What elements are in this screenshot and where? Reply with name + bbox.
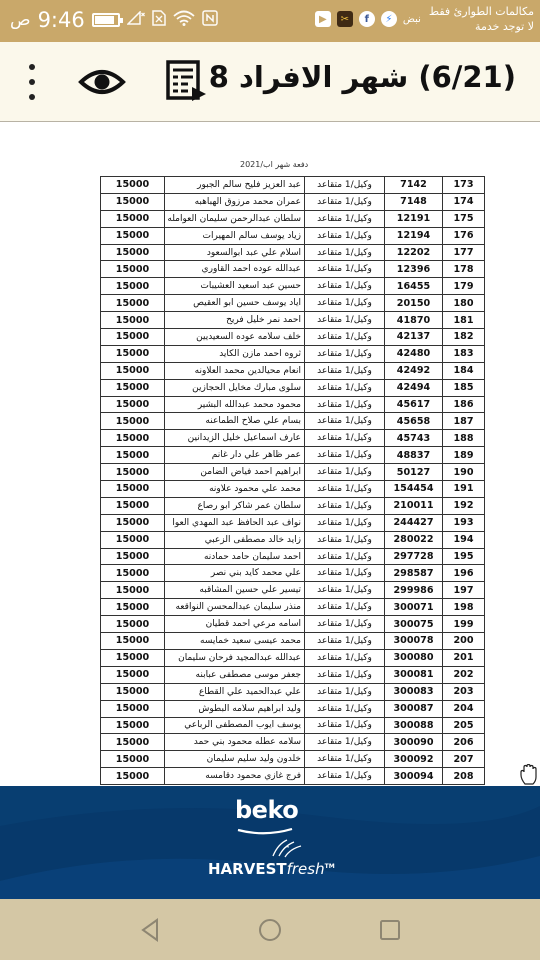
status-right xyxy=(315,4,534,34)
name-cell: حسين عبد اسعيد العشيبات xyxy=(165,278,305,295)
id-cell: 45658 xyxy=(385,413,443,430)
name-cell: عارف اسماعيل خليل الزيدانين xyxy=(165,430,305,447)
amount-cell: 15000 xyxy=(101,244,165,261)
name-cell: ابراهيم احمد فياض الضامن xyxy=(165,464,305,481)
table-row xyxy=(101,666,485,683)
row-number-cell: 184 xyxy=(443,362,485,379)
table-row xyxy=(101,497,485,514)
name-cell: جعفر موسى مصطفى عبابنه xyxy=(165,666,305,683)
id-cell: 210011 xyxy=(385,497,443,514)
id-cell: 42492 xyxy=(385,362,443,379)
id-cell: 12396 xyxy=(385,261,443,278)
table-row xyxy=(101,312,485,329)
back-icon[interactable] xyxy=(137,916,165,944)
table-row xyxy=(101,649,485,666)
status-cell: وكيل/1 متقاعد xyxy=(305,193,385,210)
wifi-icon xyxy=(173,10,195,30)
amount-cell: 15000 xyxy=(101,599,165,616)
id-cell: 45743 xyxy=(385,430,443,447)
name-cell: نواف عبد الحافظ عبد المهدي العوا xyxy=(165,514,305,531)
table-row xyxy=(101,514,485,531)
status-cell: وكيل/1 متقاعد xyxy=(305,227,385,244)
table-row xyxy=(101,633,485,650)
row-number-cell: 198 xyxy=(443,599,485,616)
fresh-text: fresh xyxy=(286,860,325,878)
status-time: 9:46 xyxy=(37,8,85,32)
table-row xyxy=(101,193,485,210)
name-cell: محمد علي محمود علاونه xyxy=(165,481,305,498)
amount-cell: 15000 xyxy=(101,447,165,464)
status-cell: وكيل/1 متقاعد xyxy=(305,548,385,565)
table-row xyxy=(101,464,485,481)
amount-cell: 15000 xyxy=(101,261,165,278)
table-row xyxy=(101,261,485,278)
row-number-cell: 178 xyxy=(443,261,485,278)
amount-cell: 15000 xyxy=(101,565,165,582)
amount-cell: 15000 xyxy=(101,666,165,683)
status-cell: وكيل/1 متقاعد xyxy=(305,514,385,531)
id-cell: 280022 xyxy=(385,531,443,548)
system-navbar xyxy=(0,899,540,960)
row-number-cell: 197 xyxy=(443,582,485,599)
amount-cell: 15000 xyxy=(101,193,165,210)
name-cell: خلف سلامه عوده السعيديين xyxy=(165,329,305,346)
amount-cell: 15000 xyxy=(101,514,165,531)
name-cell: احمد نمر خليل فريح xyxy=(165,312,305,329)
table-row xyxy=(101,768,485,785)
table-row xyxy=(101,177,485,194)
table-row xyxy=(101,329,485,346)
status-cell: وكيل/1 متقاعد xyxy=(305,649,385,666)
name-cell: سلطان عمر شاكر ابو رصاع xyxy=(165,497,305,514)
id-cell: 42494 xyxy=(385,379,443,396)
status-bar xyxy=(0,0,540,42)
id-cell: 297728 xyxy=(385,548,443,565)
id-cell: 244427 xyxy=(385,514,443,531)
amount-cell: 15000 xyxy=(101,464,165,481)
carrier-line-1: مكالمات الطوارئ فقط xyxy=(428,5,534,18)
id-cell: 300088 xyxy=(385,717,443,734)
status-cell: وكيل/1 متقاعد xyxy=(305,312,385,329)
status-cell: وكيل/1 متقاعد xyxy=(305,717,385,734)
status-cell: وكيل/1 متقاعد xyxy=(305,447,385,464)
table-row xyxy=(101,396,485,413)
status-cell: وكيل/1 متقاعد xyxy=(305,734,385,751)
id-cell: 7148 xyxy=(385,193,443,210)
amount-cell: 15000 xyxy=(101,413,165,430)
name-cell: وليد ابراهيم سلامه البطوش xyxy=(165,700,305,717)
recents-icon[interactable] xyxy=(376,916,404,944)
status-cell: وكيل/1 متقاعد xyxy=(305,768,385,785)
amount-cell: 15000 xyxy=(101,633,165,650)
status-cell: وكيل/1 متقاعد xyxy=(305,751,385,768)
row-number-cell: 190 xyxy=(443,464,485,481)
table-row xyxy=(101,345,485,362)
amount-cell: 15000 xyxy=(101,379,165,396)
row-number-cell: 193 xyxy=(443,514,485,531)
status-cell: وكيل/1 متقاعد xyxy=(305,430,385,447)
table-row xyxy=(101,582,485,599)
row-number-cell: 177 xyxy=(443,244,485,261)
amount-cell: 15000 xyxy=(101,751,165,768)
table-row xyxy=(101,210,485,227)
scissors-icon: ✂ xyxy=(337,11,353,27)
name-cell: تيسير علي حسين المشاقبه xyxy=(165,582,305,599)
status-cell: وكيل/1 متقاعد xyxy=(305,396,385,413)
name-cell: بسام علي صلاح الطماعنه xyxy=(165,413,305,430)
row-number-cell: 194 xyxy=(443,531,485,548)
row-number-cell: 175 xyxy=(443,210,485,227)
battery-level xyxy=(95,16,114,24)
status-cell: وكيل/1 متقاعد xyxy=(305,481,385,498)
status-cell: وكيل/1 متقاعد xyxy=(305,700,385,717)
amount-cell: 15000 xyxy=(101,210,165,227)
table-row xyxy=(101,751,485,768)
row-number-cell: 176 xyxy=(443,227,485,244)
row-number-cell: 208 xyxy=(443,768,485,785)
id-cell: 48837 xyxy=(385,447,443,464)
id-cell: 12202 xyxy=(385,244,443,261)
id-cell: 42480 xyxy=(385,345,443,362)
leaf-icon xyxy=(270,836,304,858)
status-cell: وكيل/1 متقاعد xyxy=(305,362,385,379)
name-cell: سلوى مبارك مخايل الحجازين xyxy=(165,379,305,396)
status-cell: وكيل/1 متقاعد xyxy=(305,599,385,616)
status-cell: وكيل/1 متقاعد xyxy=(305,244,385,261)
amount-cell: 15000 xyxy=(101,734,165,751)
table-row xyxy=(101,599,485,616)
page-title: (6/21) شهر الافراد 8 xyxy=(208,60,516,94)
amount-cell: 15000 xyxy=(101,700,165,717)
id-cell: 300083 xyxy=(385,683,443,700)
row-number-cell: 200 xyxy=(443,633,485,650)
row-number-cell: 206 xyxy=(443,734,485,751)
amount-cell: 15000 xyxy=(101,481,165,498)
amount-cell: 15000 xyxy=(101,362,165,379)
document-caption: دفعة شهر اب/2021 xyxy=(240,160,309,169)
row-number-cell: 174 xyxy=(443,193,485,210)
table-row xyxy=(101,430,485,447)
status-cell: وكيل/1 متقاعد xyxy=(305,261,385,278)
name-cell: عبد العزيز فليح سالم الجبور xyxy=(165,177,305,194)
id-cell: 154454 xyxy=(385,481,443,498)
name-cell: محمود محمد عبدالله البشير xyxy=(165,396,305,413)
row-number-cell: 199 xyxy=(443,616,485,633)
name-cell: اسلام علي عبد ابوالسعود xyxy=(165,244,305,261)
beko-swoosh-icon xyxy=(237,828,293,836)
id-cell: 12191 xyxy=(385,210,443,227)
table-row xyxy=(101,227,485,244)
name-cell: علي محمد كايد بني نصر xyxy=(165,565,305,582)
id-cell: 42137 xyxy=(385,329,443,346)
status-cell: وكيل/1 متقاعد xyxy=(305,616,385,633)
amount-cell: 15000 xyxy=(101,345,165,362)
id-cell: 300071 xyxy=(385,599,443,616)
id-cell: 50127 xyxy=(385,464,443,481)
id-cell: 16455 xyxy=(385,278,443,295)
id-cell: 299986 xyxy=(385,582,443,599)
amount-cell: 15000 xyxy=(101,227,165,244)
id-cell: 41870 xyxy=(385,312,443,329)
harvestfresh-logo xyxy=(208,860,335,878)
row-number-cell: 180 xyxy=(443,295,485,312)
row-number-cell: 179 xyxy=(443,278,485,295)
id-cell: 300081 xyxy=(385,666,443,683)
table-row xyxy=(101,362,485,379)
name-cell: سلطان عبدالرحمن سليمان العوامله xyxy=(165,210,305,227)
row-number-cell: 205 xyxy=(443,717,485,734)
sim-icon xyxy=(152,10,166,30)
status-cell: وكيل/1 متقاعد xyxy=(305,177,385,194)
table-row xyxy=(101,278,485,295)
table-row xyxy=(101,616,485,633)
notification-icons xyxy=(315,11,421,27)
harvest-text: HARVEST xyxy=(208,860,287,878)
name-cell: علي عبدالحميد علي القطاع xyxy=(165,683,305,700)
payment-table xyxy=(100,176,485,785)
table-row xyxy=(101,295,485,312)
status-cell: وكيل/1 متقاعد xyxy=(305,413,385,430)
row-number-cell: 185 xyxy=(443,379,485,396)
name-cell: اياد يوسف حسين ابو العقيص xyxy=(165,295,305,312)
amount-cell: 15000 xyxy=(101,683,165,700)
id-cell: 20150 xyxy=(385,295,443,312)
status-cell: وكيل/1 متقاعد xyxy=(305,666,385,683)
row-number-cell: 186 xyxy=(443,396,485,413)
media-icon: ▶ xyxy=(315,11,331,27)
id-cell: 300080 xyxy=(385,649,443,666)
row-number-cell: 188 xyxy=(443,430,485,447)
row-number-cell: 187 xyxy=(443,413,485,430)
row-number-cell: 173 xyxy=(443,177,485,194)
table-row xyxy=(101,531,485,548)
battery-icon xyxy=(92,13,120,27)
id-cell: 7142 xyxy=(385,177,443,194)
name-cell: عمران محمد مرزوق الهباهبه xyxy=(165,193,305,210)
messenger-icon: ⚡ xyxy=(381,11,397,27)
name-cell: عمر ظاهر علي دار غانم xyxy=(165,447,305,464)
no-signal-icon xyxy=(127,11,145,29)
name-cell: محمد عيسى سعيد خمايسه xyxy=(165,633,305,650)
trademark-text: TM xyxy=(324,863,335,870)
id-cell: 45617 xyxy=(385,396,443,413)
name-cell: زايد خالد مصطفى الزعبي xyxy=(165,531,305,548)
eye-icon[interactable] xyxy=(78,62,126,102)
amount-cell: 15000 xyxy=(101,312,165,329)
name-cell: خلدون وليد سليم سليمان xyxy=(165,751,305,768)
amount-cell: 15000 xyxy=(101,497,165,514)
carrier-info xyxy=(429,4,534,34)
amount-cell: 15000 xyxy=(101,768,165,785)
amount-cell: 15000 xyxy=(101,329,165,346)
table-row xyxy=(101,447,485,464)
table-row xyxy=(101,565,485,582)
amount-cell: 15000 xyxy=(101,548,165,565)
row-number-cell: 201 xyxy=(443,649,485,666)
carrier-line-2: لا توجد خدمة xyxy=(475,20,534,33)
amount-cell: 15000 xyxy=(101,531,165,548)
id-cell: 300090 xyxy=(385,734,443,751)
row-number-cell: 207 xyxy=(443,751,485,768)
name-cell: اسامه مرعي احمد قطيان xyxy=(165,616,305,633)
table-row xyxy=(101,700,485,717)
status-cell: وكيل/1 متقاعد xyxy=(305,278,385,295)
amount-cell: 15000 xyxy=(101,396,165,413)
amount-cell: 15000 xyxy=(101,616,165,633)
table-row xyxy=(101,481,485,498)
nfc-icon xyxy=(202,10,218,30)
id-cell: 300075 xyxy=(385,616,443,633)
row-number-cell: 192 xyxy=(443,497,485,514)
name-cell: ثروه احمد مازن الكايد xyxy=(165,345,305,362)
name-cell: فرج غازي محمود دقامسه xyxy=(165,768,305,785)
status-ampm: ص xyxy=(10,10,31,30)
amount-cell: 15000 xyxy=(101,649,165,666)
name-cell: زياد يوسف سالم المهيرات xyxy=(165,227,305,244)
name-cell: احمد سليمان حامد حمادنه xyxy=(165,548,305,565)
id-cell: 300087 xyxy=(385,700,443,717)
table-row xyxy=(101,548,485,565)
row-number-cell: 183 xyxy=(443,345,485,362)
id-cell: 300078 xyxy=(385,633,443,650)
status-cell: وكيل/1 متقاعد xyxy=(305,379,385,396)
beko-logo: beko xyxy=(235,796,299,824)
row-number-cell: 181 xyxy=(443,312,485,329)
more-icon[interactable] xyxy=(22,64,42,100)
amount-cell: 15000 xyxy=(101,278,165,295)
facebook-icon: f xyxy=(359,11,375,27)
viewer-toolbar xyxy=(0,42,540,122)
name-cell: سلامه عطله محمود بني حمد xyxy=(165,734,305,751)
table-row xyxy=(101,734,485,751)
hand-cursor-icon xyxy=(519,764,539,786)
id-cell: 12194 xyxy=(385,227,443,244)
name-cell: عبدالله عبدالمجيد فرحان سليمان xyxy=(165,649,305,666)
id-cell: 300092 xyxy=(385,751,443,768)
status-cell: وكيل/1 متقاعد xyxy=(305,464,385,481)
nabd-icon: نبض xyxy=(402,13,421,25)
table-row xyxy=(101,717,485,734)
name-cell: يوسف ايوب المصطفى الرباعي xyxy=(165,717,305,734)
row-number-cell: 204 xyxy=(443,700,485,717)
document-page[interactable] xyxy=(0,123,540,786)
row-number-cell: 182 xyxy=(443,329,485,346)
status-cell: وكيل/1 متقاعد xyxy=(305,582,385,599)
id-cell: 298587 xyxy=(385,565,443,582)
row-number-cell: 202 xyxy=(443,666,485,683)
name-cell: عبدالله عوده احمد القاوري xyxy=(165,261,305,278)
status-cell: وكيل/1 متقاعد xyxy=(305,329,385,346)
row-number-cell: 203 xyxy=(443,683,485,700)
status-cell: وكيل/1 متقاعد xyxy=(305,295,385,312)
status-cell: وكيل/1 متقاعد xyxy=(305,531,385,548)
table-row xyxy=(101,379,485,396)
table-row xyxy=(101,413,485,430)
amount-cell: 15000 xyxy=(101,582,165,599)
amount-cell: 15000 xyxy=(101,717,165,734)
name-cell: منذر سليمان عبدالمحسن النواقعه xyxy=(165,599,305,616)
status-cell: وكيل/1 متقاعد xyxy=(305,683,385,700)
table-row xyxy=(101,683,485,700)
row-number-cell: 196 xyxy=(443,565,485,582)
amount-cell: 15000 xyxy=(101,295,165,312)
id-cell: 300094 xyxy=(385,768,443,785)
row-number-cell: 191 xyxy=(443,481,485,498)
home-icon[interactable] xyxy=(256,916,284,944)
row-number-cell: 195 xyxy=(443,548,485,565)
table-row xyxy=(101,244,485,261)
status-cell: وكيل/1 متقاعد xyxy=(305,345,385,362)
status-cell: وكيل/1 متقاعد xyxy=(305,565,385,582)
advertisement-banner[interactable] xyxy=(0,786,540,899)
row-number-cell: 189 xyxy=(443,447,485,464)
status-cell: وكيل/1 متقاعد xyxy=(305,633,385,650)
amount-cell: 15000 xyxy=(101,177,165,194)
status-cell: وكيل/1 متقاعد xyxy=(305,497,385,514)
reader-mode-icon[interactable] xyxy=(162,57,210,105)
amount-cell: 15000 xyxy=(101,430,165,447)
status-cell: وكيل/1 متقاعد xyxy=(305,210,385,227)
name-cell: انعام محيالدين محمد العلاونه xyxy=(165,362,305,379)
status-left xyxy=(10,8,218,32)
